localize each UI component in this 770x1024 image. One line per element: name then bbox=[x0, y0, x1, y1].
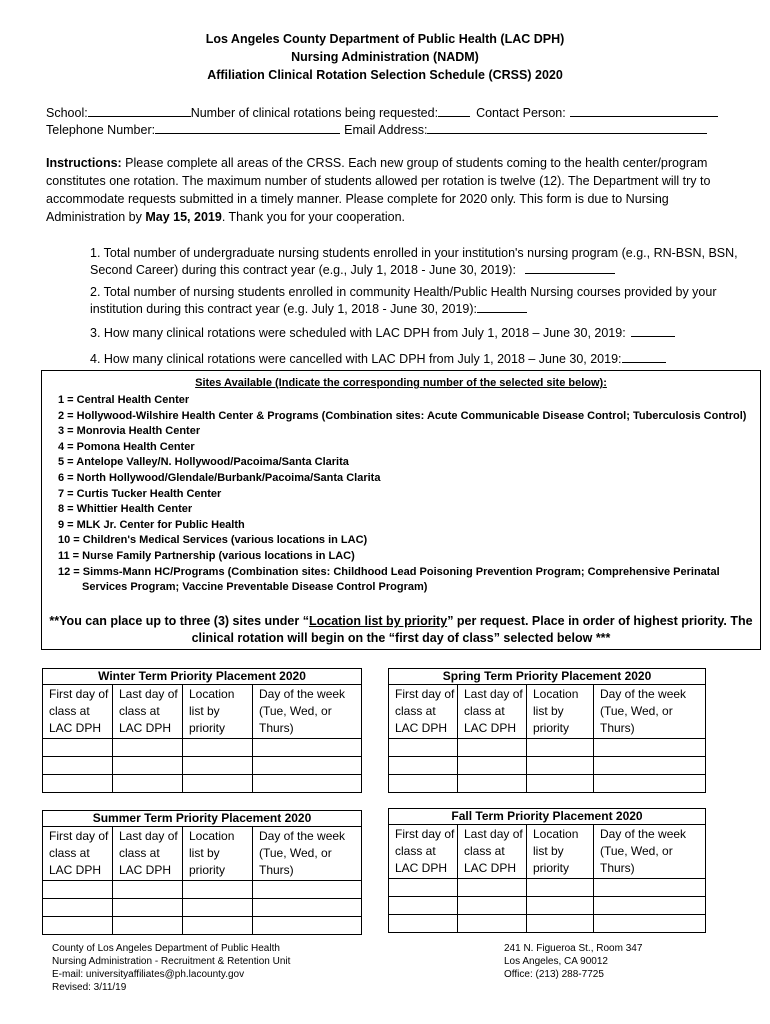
question-3-field[interactable] bbox=[631, 324, 675, 337]
table-cell[interactable] bbox=[183, 917, 253, 935]
column-header: Location list by priority bbox=[527, 685, 594, 739]
table-cell[interactable] bbox=[389, 775, 458, 793]
table-cell[interactable] bbox=[527, 897, 594, 915]
table-row bbox=[43, 881, 362, 899]
column-header: First day of class at LAC DPH bbox=[389, 825, 458, 879]
footer-line: Revised: 3/11/19 bbox=[52, 982, 127, 993]
table-cell[interactable] bbox=[458, 757, 527, 775]
question-3 bbox=[90, 324, 740, 341]
fall-term-table bbox=[388, 808, 706, 933]
table-row bbox=[389, 775, 706, 793]
question-1-text: 1. Total number of undergraduate nursing students enrolled in your institution's nursing program (e.g., RN-BSN, BSN, Second Career) during this contract year (e.g., July 1, 2018 - June 30, 2019): bbox=[90, 246, 738, 277]
table-cell[interactable] bbox=[458, 775, 527, 793]
footer-line: 241 N. Figueroa St., Room 347 bbox=[504, 943, 643, 954]
table-cell[interactable] bbox=[389, 879, 458, 897]
footer-line: Los Angeles, CA 90012 bbox=[504, 956, 608, 967]
telephone-field[interactable] bbox=[155, 121, 340, 134]
email-label: Email Address: bbox=[344, 123, 428, 137]
table-cell[interactable] bbox=[389, 757, 458, 775]
site-item: 3 = Monrovia Health Center bbox=[58, 425, 201, 438]
email-field[interactable] bbox=[427, 121, 707, 134]
table-cell[interactable] bbox=[113, 881, 183, 899]
table-cell[interactable] bbox=[253, 881, 362, 899]
table-cell[interactable] bbox=[594, 915, 706, 933]
priority-note-underlined: Location list by priority bbox=[308, 614, 448, 628]
question-2-text: 2. Total number of nursing students enrolled in community Health/Public Health Nursing courses provided by your institution during this contract year (e.g. July 1, 2018 - June 30, 2019): bbox=[90, 285, 717, 316]
table-cell[interactable] bbox=[253, 775, 362, 793]
footer-line: County of Los Angeles Department of Public Health bbox=[52, 943, 280, 954]
fall-term-title: Fall Term Priority Placement 2020 bbox=[389, 809, 706, 825]
site-item: 12 = Simms-Mann HC/Programs (Combination sites: Childhood Lead Poisoning Prevention Program; Comprehensive Perinatal bbox=[58, 565, 720, 578]
form-row-1 bbox=[46, 104, 718, 121]
site-item: 9 = MLK Jr. Center for Public Health bbox=[58, 518, 245, 531]
question-3-text: 3. How many clinical rotations were scheduled with LAC DPH from July 1, 2018 – June 30, 2019: bbox=[90, 326, 626, 340]
table-cell[interactable] bbox=[43, 899, 113, 917]
table-cell[interactable] bbox=[113, 739, 183, 757]
site-item: 5 = Antelope Valley/N. Hollywood/Pacoima/Santa Clarita bbox=[58, 456, 349, 469]
school-field[interactable] bbox=[88, 104, 191, 117]
priority-note-end: ” per request. Place in order of highest priority. The clinical rotation will begin on the “first day of class” selected below *** bbox=[191, 614, 753, 645]
question-1 bbox=[90, 245, 740, 278]
column-header: Day of the week (Tue, Wed, or Thurs) bbox=[594, 685, 706, 739]
table-cell[interactable] bbox=[594, 739, 706, 757]
table-cell[interactable] bbox=[183, 757, 253, 775]
table-cell[interactable] bbox=[458, 915, 527, 933]
site-item: 8 = Whittier Health Center bbox=[58, 503, 193, 516]
table-row bbox=[43, 899, 362, 917]
table-cell[interactable] bbox=[389, 897, 458, 915]
column-header: Last day of class at LAC DPH bbox=[458, 685, 527, 739]
question-4-field[interactable] bbox=[622, 350, 666, 363]
column-header: First day of class at LAC DPH bbox=[389, 685, 458, 739]
column-header: Location list by priority bbox=[183, 685, 253, 739]
column-header: Location list by priority bbox=[527, 825, 594, 879]
site-item-continuation: Services Program; Vaccine Preventable Disease Control Program) bbox=[82, 581, 428, 594]
table-cell[interactable] bbox=[43, 917, 113, 935]
table-row bbox=[389, 879, 706, 897]
table-row bbox=[389, 757, 706, 775]
school-label: School: bbox=[46, 106, 88, 120]
column-header: First day of class at LAC DPH bbox=[43, 685, 113, 739]
column-header: Last day of class at LAC DPH bbox=[458, 825, 527, 879]
table-cell[interactable] bbox=[253, 739, 362, 757]
table-cell[interactable] bbox=[527, 757, 594, 775]
table-cell[interactable] bbox=[183, 881, 253, 899]
question-2 bbox=[90, 284, 740, 317]
table-cell[interactable] bbox=[113, 917, 183, 935]
header-line-3: Affiliation Clinical Rotation Selection Schedule (CRSS) 2020 bbox=[207, 68, 563, 82]
site-item: 1 = Central Health Center bbox=[58, 394, 190, 406]
table-cell[interactable] bbox=[594, 879, 706, 897]
table-row bbox=[43, 775, 362, 793]
summer-term-table bbox=[42, 810, 362, 935]
question-4 bbox=[90, 350, 740, 367]
table-cell[interactable] bbox=[113, 899, 183, 917]
table-cell[interactable] bbox=[458, 879, 527, 897]
site-item: 7 = Curtis Tucker Health Center bbox=[58, 487, 222, 500]
table-row bbox=[389, 897, 706, 915]
site-item: 11 = Nurse Family Partnership (various locations in LAC) bbox=[58, 549, 355, 562]
form-row-2 bbox=[46, 121, 707, 138]
question-4-text: 4. How many clinical rotations were cancelled with LAC DPH from July 1, 2018 – June 30, 2019: bbox=[90, 352, 622, 366]
document-header bbox=[0, 30, 770, 84]
priority-note-start: **You can place up to three (3) sites under “ bbox=[49, 614, 309, 628]
table-cell[interactable] bbox=[594, 775, 706, 793]
instructions-closing: . Thank you for your cooperation. bbox=[221, 210, 406, 224]
table-cell[interactable] bbox=[113, 757, 183, 775]
column-header: Location list by priority bbox=[183, 827, 253, 881]
table-cell[interactable] bbox=[458, 897, 527, 915]
table-cell[interactable] bbox=[43, 881, 113, 899]
table-cell[interactable] bbox=[527, 739, 594, 757]
sites-title: Sites Available (Indicate the corresponding number of the selected site below): bbox=[195, 377, 607, 389]
column-header: Day of the week (Tue, Wed, or Thurs) bbox=[253, 685, 362, 739]
priority-note bbox=[42, 613, 760, 647]
table-row bbox=[43, 917, 362, 935]
site-item: 4 = Pomona Health Center bbox=[58, 440, 195, 453]
instructions-paragraph bbox=[46, 154, 726, 226]
table-cell[interactable] bbox=[43, 757, 113, 775]
footer-line: Nursing Administration - Recruitment & Retention Unit bbox=[52, 956, 291, 967]
contact-field[interactable] bbox=[570, 104, 718, 117]
table-cell[interactable] bbox=[527, 879, 594, 897]
table-row bbox=[389, 739, 706, 757]
question-1-field[interactable] bbox=[525, 261, 615, 274]
due-date: May 15, 2019 bbox=[145, 210, 222, 224]
table-cell[interactable] bbox=[43, 775, 113, 793]
table-row bbox=[43, 757, 362, 775]
table-cell[interactable] bbox=[458, 739, 527, 757]
table-cell[interactable] bbox=[253, 899, 362, 917]
footer-email[interactable]: E-mail: universityaffiliates@ph.lacounty.gov bbox=[52, 969, 245, 980]
sites-box bbox=[41, 370, 761, 650]
telephone-label: Telephone Number: bbox=[46, 123, 156, 137]
column-header: First day of class at LAC DPH bbox=[43, 827, 113, 881]
summer-term-title: Summer Term Priority Placement 2020 bbox=[43, 811, 362, 827]
column-header: Day of the week (Tue, Wed, or Thurs) bbox=[594, 825, 706, 879]
footer-line: Office: (213) 288-7725 bbox=[504, 969, 604, 980]
site-item: 2 = Hollywood-Wilshire Health Center & Programs (Combination sites: Acute Communicable Disease Control; Tuberculosis Control) bbox=[58, 409, 747, 422]
table-cell[interactable] bbox=[183, 739, 253, 757]
table-cell[interactable] bbox=[389, 739, 458, 757]
rotations-field[interactable] bbox=[438, 104, 470, 117]
header-line-1: Los Angeles County Department of Public Health (LAC DPH) bbox=[205, 32, 565, 46]
site-item: 6 = North Hollywood/Glendale/Burbank/Pacoima/Santa Clarita bbox=[58, 471, 381, 484]
table-cell[interactable] bbox=[113, 775, 183, 793]
footer-left bbox=[52, 942, 290, 994]
table-cell[interactable] bbox=[594, 757, 706, 775]
table-cell[interactable] bbox=[389, 915, 458, 933]
site-item: 10 = Children's Medical Services (various locations in LAC) bbox=[58, 534, 368, 547]
spring-term-title: Spring Term Priority Placement 2020 bbox=[389, 669, 706, 685]
winter-term-title: Winter Term Priority Placement 2020 bbox=[43, 669, 362, 685]
column-header: Day of the week (Tue, Wed, or Thurs) bbox=[253, 827, 362, 881]
winter-term-table bbox=[42, 668, 362, 793]
table-cell[interactable] bbox=[594, 897, 706, 915]
table-cell[interactable] bbox=[183, 775, 253, 793]
table-row bbox=[389, 915, 706, 933]
site-list bbox=[58, 393, 748, 596]
header-line-2: Nursing Administration (NADM) bbox=[291, 50, 479, 64]
contact-label: Contact Person: bbox=[476, 106, 566, 120]
question-2-field[interactable] bbox=[477, 300, 527, 313]
footer-right bbox=[504, 942, 642, 981]
table-cell[interactable] bbox=[527, 775, 594, 793]
table-row bbox=[43, 739, 362, 757]
table-cell[interactable] bbox=[253, 917, 362, 935]
spring-term-table bbox=[388, 668, 706, 793]
instructions-label: Instructions: bbox=[46, 156, 122, 170]
column-header: Last day of class at LAC DPH bbox=[113, 827, 183, 881]
table-cell[interactable] bbox=[43, 739, 113, 757]
instructions-text: Please complete all areas of the CRSS. Each new group of students coming to the health center/program constitutes one rotation. The maximum number of students allowed per rotation is twelve (12). The Department will try to accommodate requests submitted in a timely manner. Please complete for 2020 only. This form is due to Nursing Administration by bbox=[46, 156, 711, 224]
table-cell[interactable] bbox=[183, 899, 253, 917]
column-header: Last day of class at LAC DPH bbox=[113, 685, 183, 739]
table-cell[interactable] bbox=[253, 757, 362, 775]
table-cell[interactable] bbox=[527, 915, 594, 933]
rotations-label: Number of clinical rotations being requested: bbox=[190, 106, 439, 120]
